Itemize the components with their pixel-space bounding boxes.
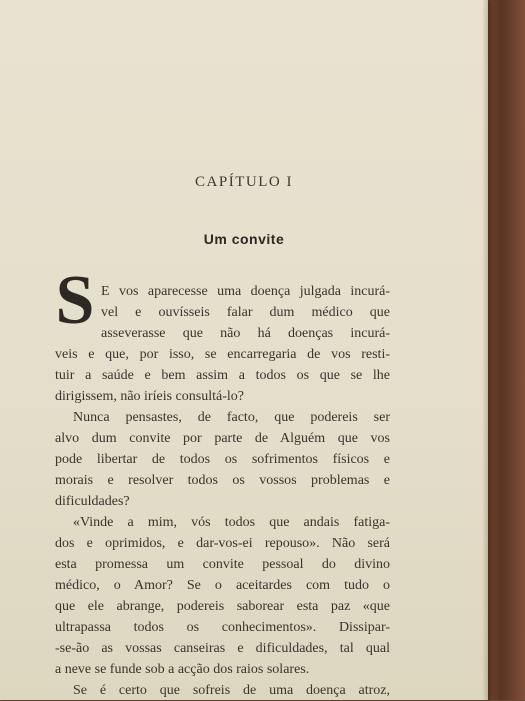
text-line: tuir a saúde e bem assim a todos os que se lhe xyxy=(55,368,390,383)
text-line: Se é certo que sofreis de uma doença atroz, xyxy=(73,683,390,698)
text-line: veis e que, por isso, se encarregaria de vos resti- xyxy=(55,347,390,362)
text-line: Nunca pensastes, de facto, que podereis ser xyxy=(73,410,390,425)
text-line: alvo dum convite por parte de Alguém que vos xyxy=(55,431,390,446)
text-line: que ele abrange, podereis saborear esta paz «que xyxy=(55,599,390,614)
text-line: morais e resolver todos os vossos problemas e xyxy=(55,473,390,488)
text-line: E vos aparecesse uma doença julgada incurá- xyxy=(101,284,390,299)
text-line: dificuldades? xyxy=(55,494,130,509)
text-line: -se-ão as vossas canseiras e dificuldades, tal qual xyxy=(55,641,390,656)
chapter-heading: CAPÍTULO I xyxy=(195,174,293,190)
drop-cap: S xyxy=(55,262,95,339)
text-line: a neve se funde sob a acção dos raios solares. xyxy=(55,662,310,677)
text-line: ultrapassa todos os conhecimentos». Dissipar- xyxy=(55,620,390,635)
text-line: asseverasse que não há doenças incurá- xyxy=(101,326,390,341)
text-line: esta promessa um convite pessoal do divino xyxy=(55,557,390,572)
text-line: dos e oprimidos, e dar-vos-ei repouso». Não será xyxy=(55,536,390,551)
text-line: pode libertar de todos os sofrimentos físicos e xyxy=(55,452,390,467)
text-line: «Vinde a mim, vós todos que andais fatiga- xyxy=(73,515,390,530)
text-line: médico, o Amor? Se o aceitardes com tudo o xyxy=(55,578,390,593)
text-line: dirigissem, não iríeis consultá-lo? xyxy=(55,389,244,404)
section-title: Um convite xyxy=(203,231,285,247)
text-line: vel e ouvísseis falar dum médico que xyxy=(101,305,390,320)
